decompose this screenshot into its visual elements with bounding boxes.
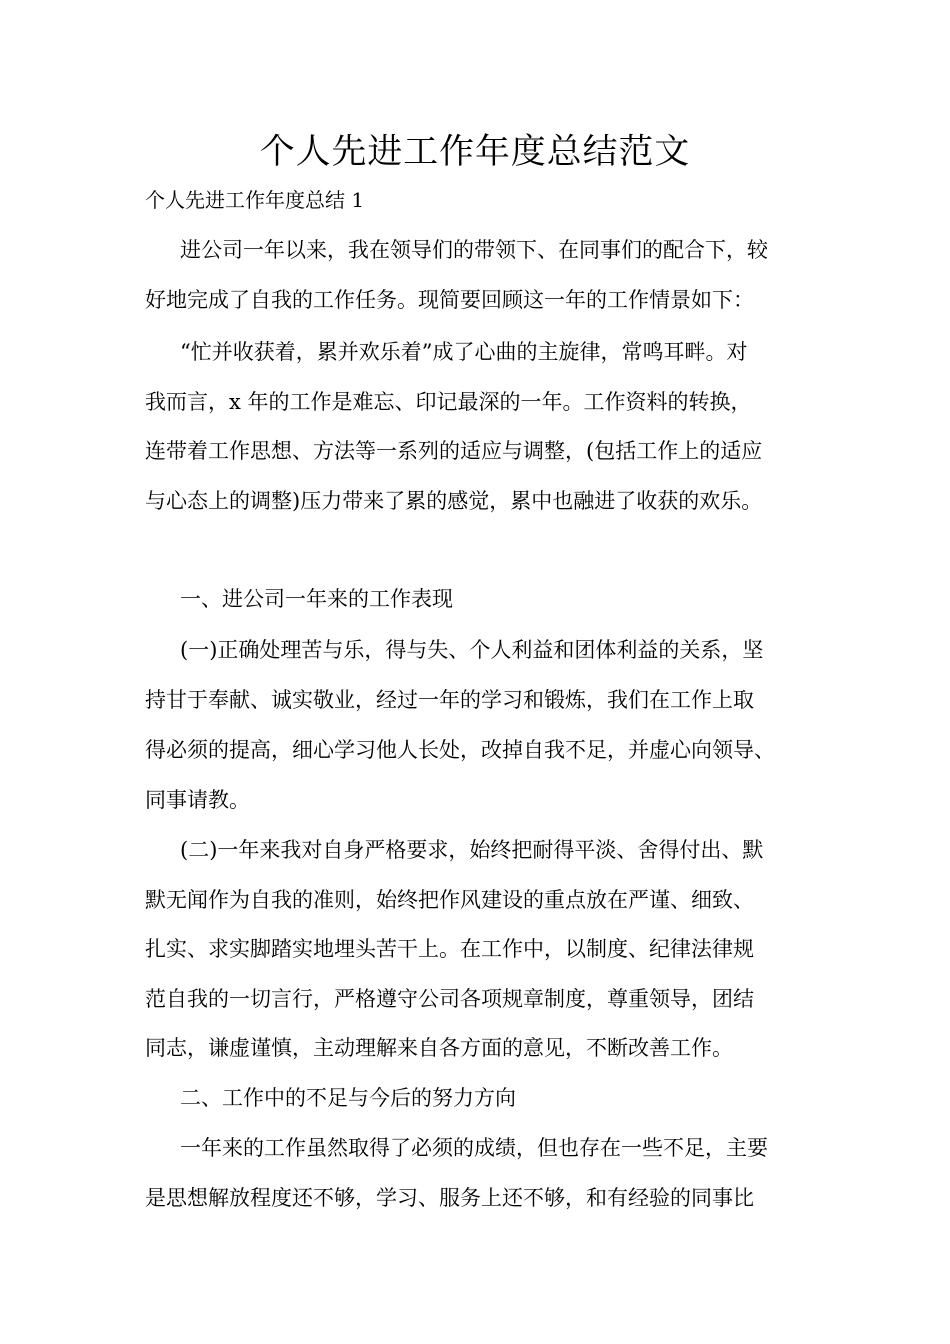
paragraph-line: 连带着工作思想、方法等一系列的适应与调整，(包括工作上的适应 — [145, 439, 763, 463]
paragraph-line: 同志，谦虚谨慎，主动理解来自各方面的意见，不断改善工作。 — [145, 1036, 733, 1060]
paragraph-line: 范自我的一切言行，严格遵守公司各项规章制度，尊重领导，团结 — [145, 987, 754, 1011]
paragraph-line: 与心态上的调整)压力带来了累的感觉，累中也融进了收获的欢乐。 — [145, 489, 763, 513]
paragraph-line: 我而言，x 年的工作是难忘、印记最深的一年。工作资料的转换， — [145, 390, 752, 414]
section-heading: 一、进公司一年来的工作表现 — [180, 587, 453, 611]
paragraph-line: 进公司一年以来，我在领导们的带领下、在同事们的配合下，较 — [180, 238, 768, 262]
document-subtitle: 个人先进工作年度总结 1 — [145, 188, 365, 212]
paragraph-line: 好地完成了自我的工作任务。现简要回顾这一年的工作情景如下： — [145, 288, 754, 312]
paragraph-line: (二)一年来我对自身严格要求，始终把耐得平淡、舍得付出、默 — [180, 838, 764, 862]
paragraph-line: (一)正确处理苦与乐，得与失、个人利益和团体利益的关系，坚 — [180, 638, 764, 662]
section-heading: 二、工作中的不足与今后的努力方向 — [180, 1086, 516, 1110]
paragraph-line: 扎实、求实脚踏实地埋头苦干上。在工作中，以制度、纪律法律规 — [145, 937, 754, 961]
paragraph-line: 持甘于奉献、诚实敬业，经过一年的学习和锻炼，我们在工作上取 — [145, 688, 754, 712]
document-title: 个人先进工作年度总结范文 — [259, 132, 691, 172]
paragraph-line: “忙并收获着，累并欢乐着”成了心曲的主旋律，常鸣耳畔。对 — [180, 340, 748, 364]
paragraph-line: 同事请教。 — [145, 788, 250, 812]
paragraph-line: 是思想解放程度还不够，学习、服务上还不够，和有经验的同事比 — [145, 1186, 754, 1210]
paragraph-line: 一年来的工作虽然取得了必须的成绩，但也存在一些不足，主要 — [180, 1136, 768, 1160]
paragraph-line: 默无闻作为自我的准则，始终把作风建设的重点放在严谨、细致、 — [145, 888, 754, 912]
paragraph-line: 得必须的提高，细心学习他人长处，改掉自我不足，并虚心向领导、 — [145, 738, 775, 762]
